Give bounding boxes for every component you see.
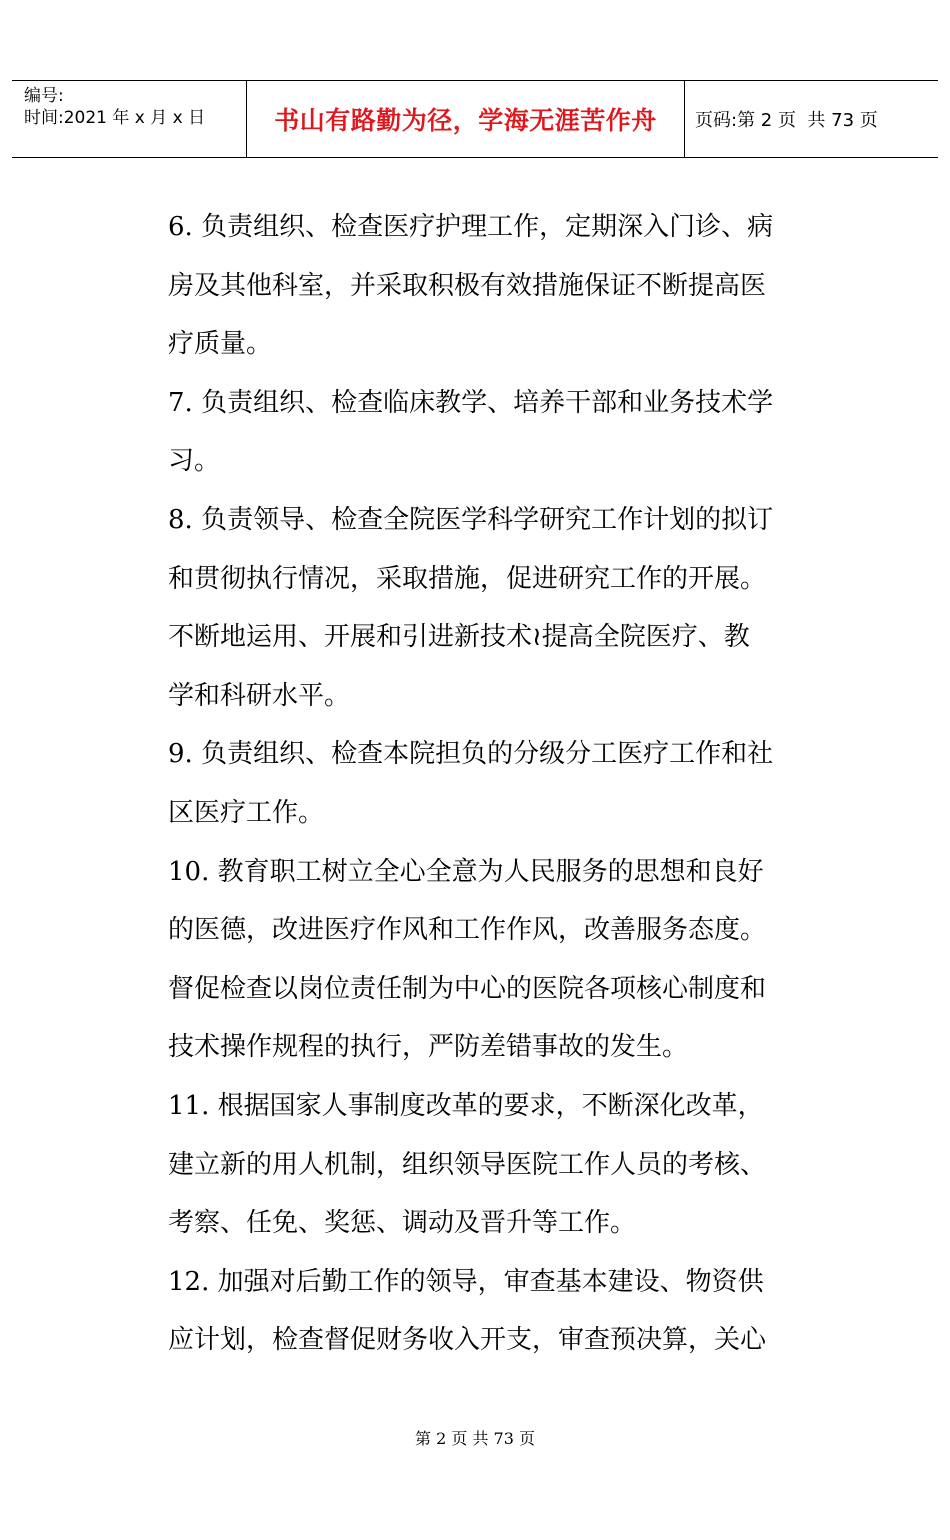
header-meta <box>12 81 247 157</box>
body-line: 和贯彻执行情况，采取措施，促进研究工作的开展。 <box>168 563 767 594</box>
body-line: 的医德，改进医疗作风和工作作风，改善服务态度。 <box>168 915 767 946</box>
body-line: 督促检查以岗位责任制为中心的医院各项核心制度和 <box>168 973 767 1004</box>
document-time-label: 时间:2021 年 x 月 x 日 <box>24 108 206 128</box>
header-motto: 书山有路勤为径，学海无涯苦作舟 <box>247 81 685 157</box>
document-body <box>168 198 788 1370</box>
body-line: 考察、任免、奖惩、调动及晋升等工作。 <box>168 1208 637 1239</box>
page-footer: 第 2 页 共 73 页 <box>415 1429 535 1448</box>
body-line: 技术操作规程的执行，严防差错事故的发生。 <box>168 1032 689 1063</box>
document-number-label: 编号: <box>24 86 64 106</box>
body-line: 不断地运用、开展和引进新技术≀提高全院医疗、教 <box>168 622 750 653</box>
body-line: 区医疗工作。 <box>168 797 325 828</box>
body-line: 11. 根据国家人事制度改革的要求，不断深化改革， <box>168 1090 764 1121</box>
body-line: 建立新的用人机制，组织领导医院工作人员的考核、 <box>168 1149 767 1180</box>
page-header <box>12 80 938 158</box>
body-line: 疗质量。 <box>168 329 273 360</box>
body-line: 9. 负责组织、检查本院担负的分级分工医疗工作和社 <box>168 739 774 770</box>
header-page-code: 页码:第 2 页 共 73 页 <box>695 110 878 131</box>
body-line: 7. 负责组织、检查临床教学、培养干部和业务技术学 <box>168 387 774 418</box>
body-line: 6. 负责组织、检查医疗护理工作，定期深入门诊、病 <box>168 212 774 242</box>
body-line: 8. 负责领导、检查全院医学科学研究工作计划的拟订 <box>168 504 774 535</box>
body-line: 12. 加强对后勤工作的领导，审查基本建设、物资供 <box>168 1266 764 1297</box>
body-line: 应计划，检查督促财务收入开支，审查预决算，关心 <box>168 1325 767 1356</box>
body-line: 习。 <box>168 446 221 477</box>
body-line: 学和科研水平。 <box>168 680 351 711</box>
body-line: 房及其他科室，并采取积极有效措施保证不断提高医 <box>168 270 767 301</box>
body-line: 10. 教育职工树立全心全意为人民服务的思想和良好 <box>168 856 764 887</box>
